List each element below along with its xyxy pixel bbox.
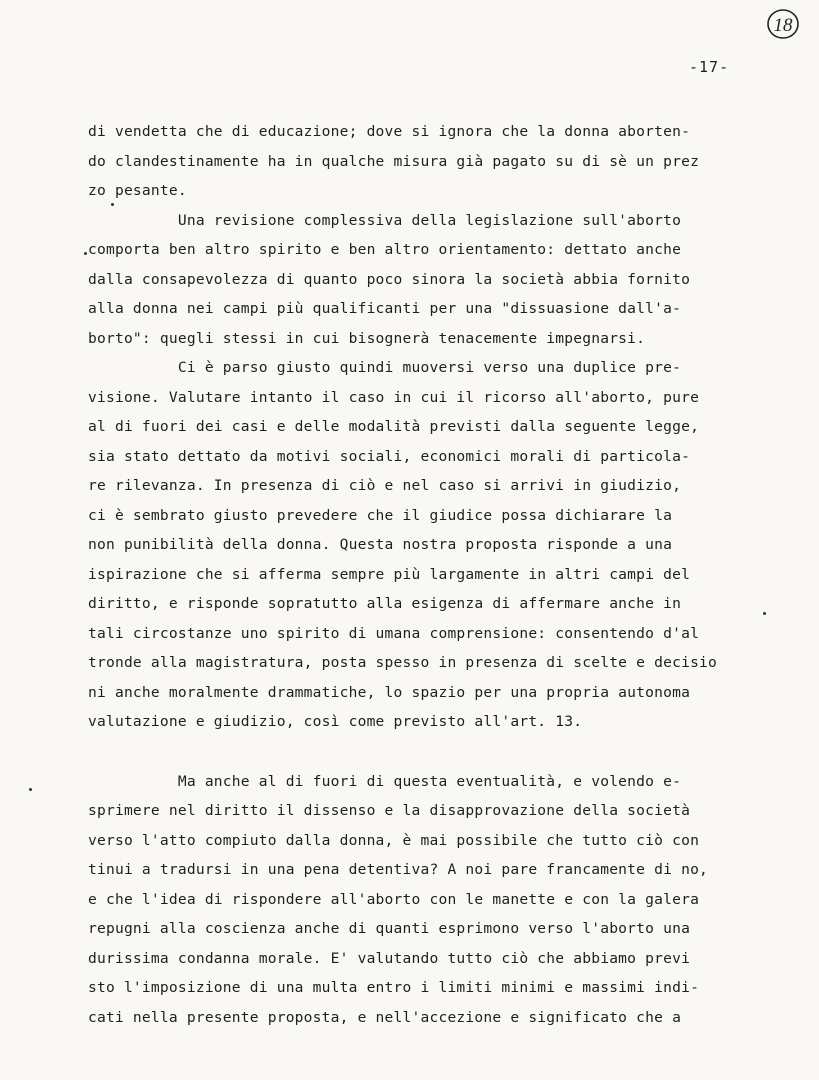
text-line: sia stato dettato da motivi sociali, economici morali di particola-: [88, 447, 691, 465]
text-line: cati nella presente proposta, e nell'accezione e significato che a: [88, 1008, 682, 1026]
text-line: alla donna nei campi più qualificanti per una "dissuasione dall'a-: [88, 300, 682, 317]
paragraph: [88, 206, 788, 354]
text-line: valutazione e giudizio, così come previsto all'art. 13.: [88, 713, 583, 730]
text-line: sto l'imposizione di una multa entro i limiti minimi e massimi indi-: [88, 979, 700, 996]
text-line: dalla consapevolezza di quanto poco sinora la società abbia fornito: [88, 270, 691, 288]
ink-dot-icon: [763, 612, 766, 615]
ink-dot-icon: [111, 203, 114, 206]
text-line: sprimere nel diritto il dissenso e la disapprovazione della società: [88, 802, 691, 819]
text-line: tronde alla magistratura, posta spesso in presenza di scelte e decisio: [88, 654, 718, 671]
text-line: ispirazione che si afferma sempre più largamente in altri campi del: [88, 565, 691, 583]
ink-dot-icon: [84, 252, 87, 255]
text-line: repugni alla coscienza anche di quanti esprimono verso l'aborto una: [88, 920, 691, 937]
text-line: ni anche moralmente drammatiche, lo spazio per una propria autonoma: [88, 683, 691, 701]
text-line: Ci è parso giusto quindi muoversi verso una duplice pre-: [88, 359, 682, 376]
paragraph: [88, 117, 788, 206]
text-line: Una revisione complessiva della legislazione sull'aborto: [88, 211, 682, 229]
text-line: e che l'idea di rispondere all'aborto con le manette e con la galera: [88, 890, 700, 908]
text-line: tali circostanze uno spirito di umana comprensione: consentendo d'al: [88, 624, 700, 642]
text-line: verso l'atto compiuto dalla donna, è mai possibile che tutto ciò con: [88, 831, 700, 849]
text-line: al di fuori dei casi e delle modalità previsti dalla seguente legge,: [88, 418, 700, 435]
text-line: comporta ben altro spirito e ben altro orientamento: dettato anche: [88, 241, 682, 258]
text-line: Ma anche al di fuori di questa eventualità, e volendo e-: [88, 772, 682, 790]
text-line: durissima condanna morale. E' valutando tutto ciò che abbiamo previ: [88, 949, 691, 967]
circle-mark-icon: [765, 6, 801, 42]
ink-dot-icon: [29, 788, 32, 791]
paragraph: [88, 353, 788, 737]
text-line: ci è sembrato giusto prevedere che il giudice possa dichiarare la: [88, 506, 673, 524]
text-line: visione. Valutare intanto il caso in cui il ricorso all'aborto, pure: [88, 388, 700, 406]
body-text: [88, 117, 788, 1032]
page-number: -17-: [689, 58, 730, 76]
text-line: diritto, e risponde sopratutto alla esigenza di affermare anche in: [88, 595, 682, 612]
text-line: non punibilità della donna. Questa nostra proposta risponde a una: [88, 536, 673, 553]
text-line: borto": quegli stessi in cui bisognerà tenacemente impegnarsi.: [88, 329, 646, 347]
handwritten-page-number: [765, 6, 801, 42]
paragraph: [88, 767, 788, 1033]
text-line: zo pesante.: [88, 182, 187, 199]
text-line: tinui a tradursi in una pena detentiva? A noi pare francamente di no,: [88, 861, 709, 878]
text-line: di vendetta che di educazione; dove si ignora che la donna aborten-: [88, 123, 691, 140]
text-line: do clandestinamente ha in qualche misura già pagato su di sè un prez: [88, 152, 700, 170]
paragraph-gap: [88, 737, 788, 767]
text-line: re rilevanza. In presenza di ciò e nel caso si arrivi in giudizio,: [88, 477, 682, 494]
svg-text:18: 18: [773, 15, 793, 36]
